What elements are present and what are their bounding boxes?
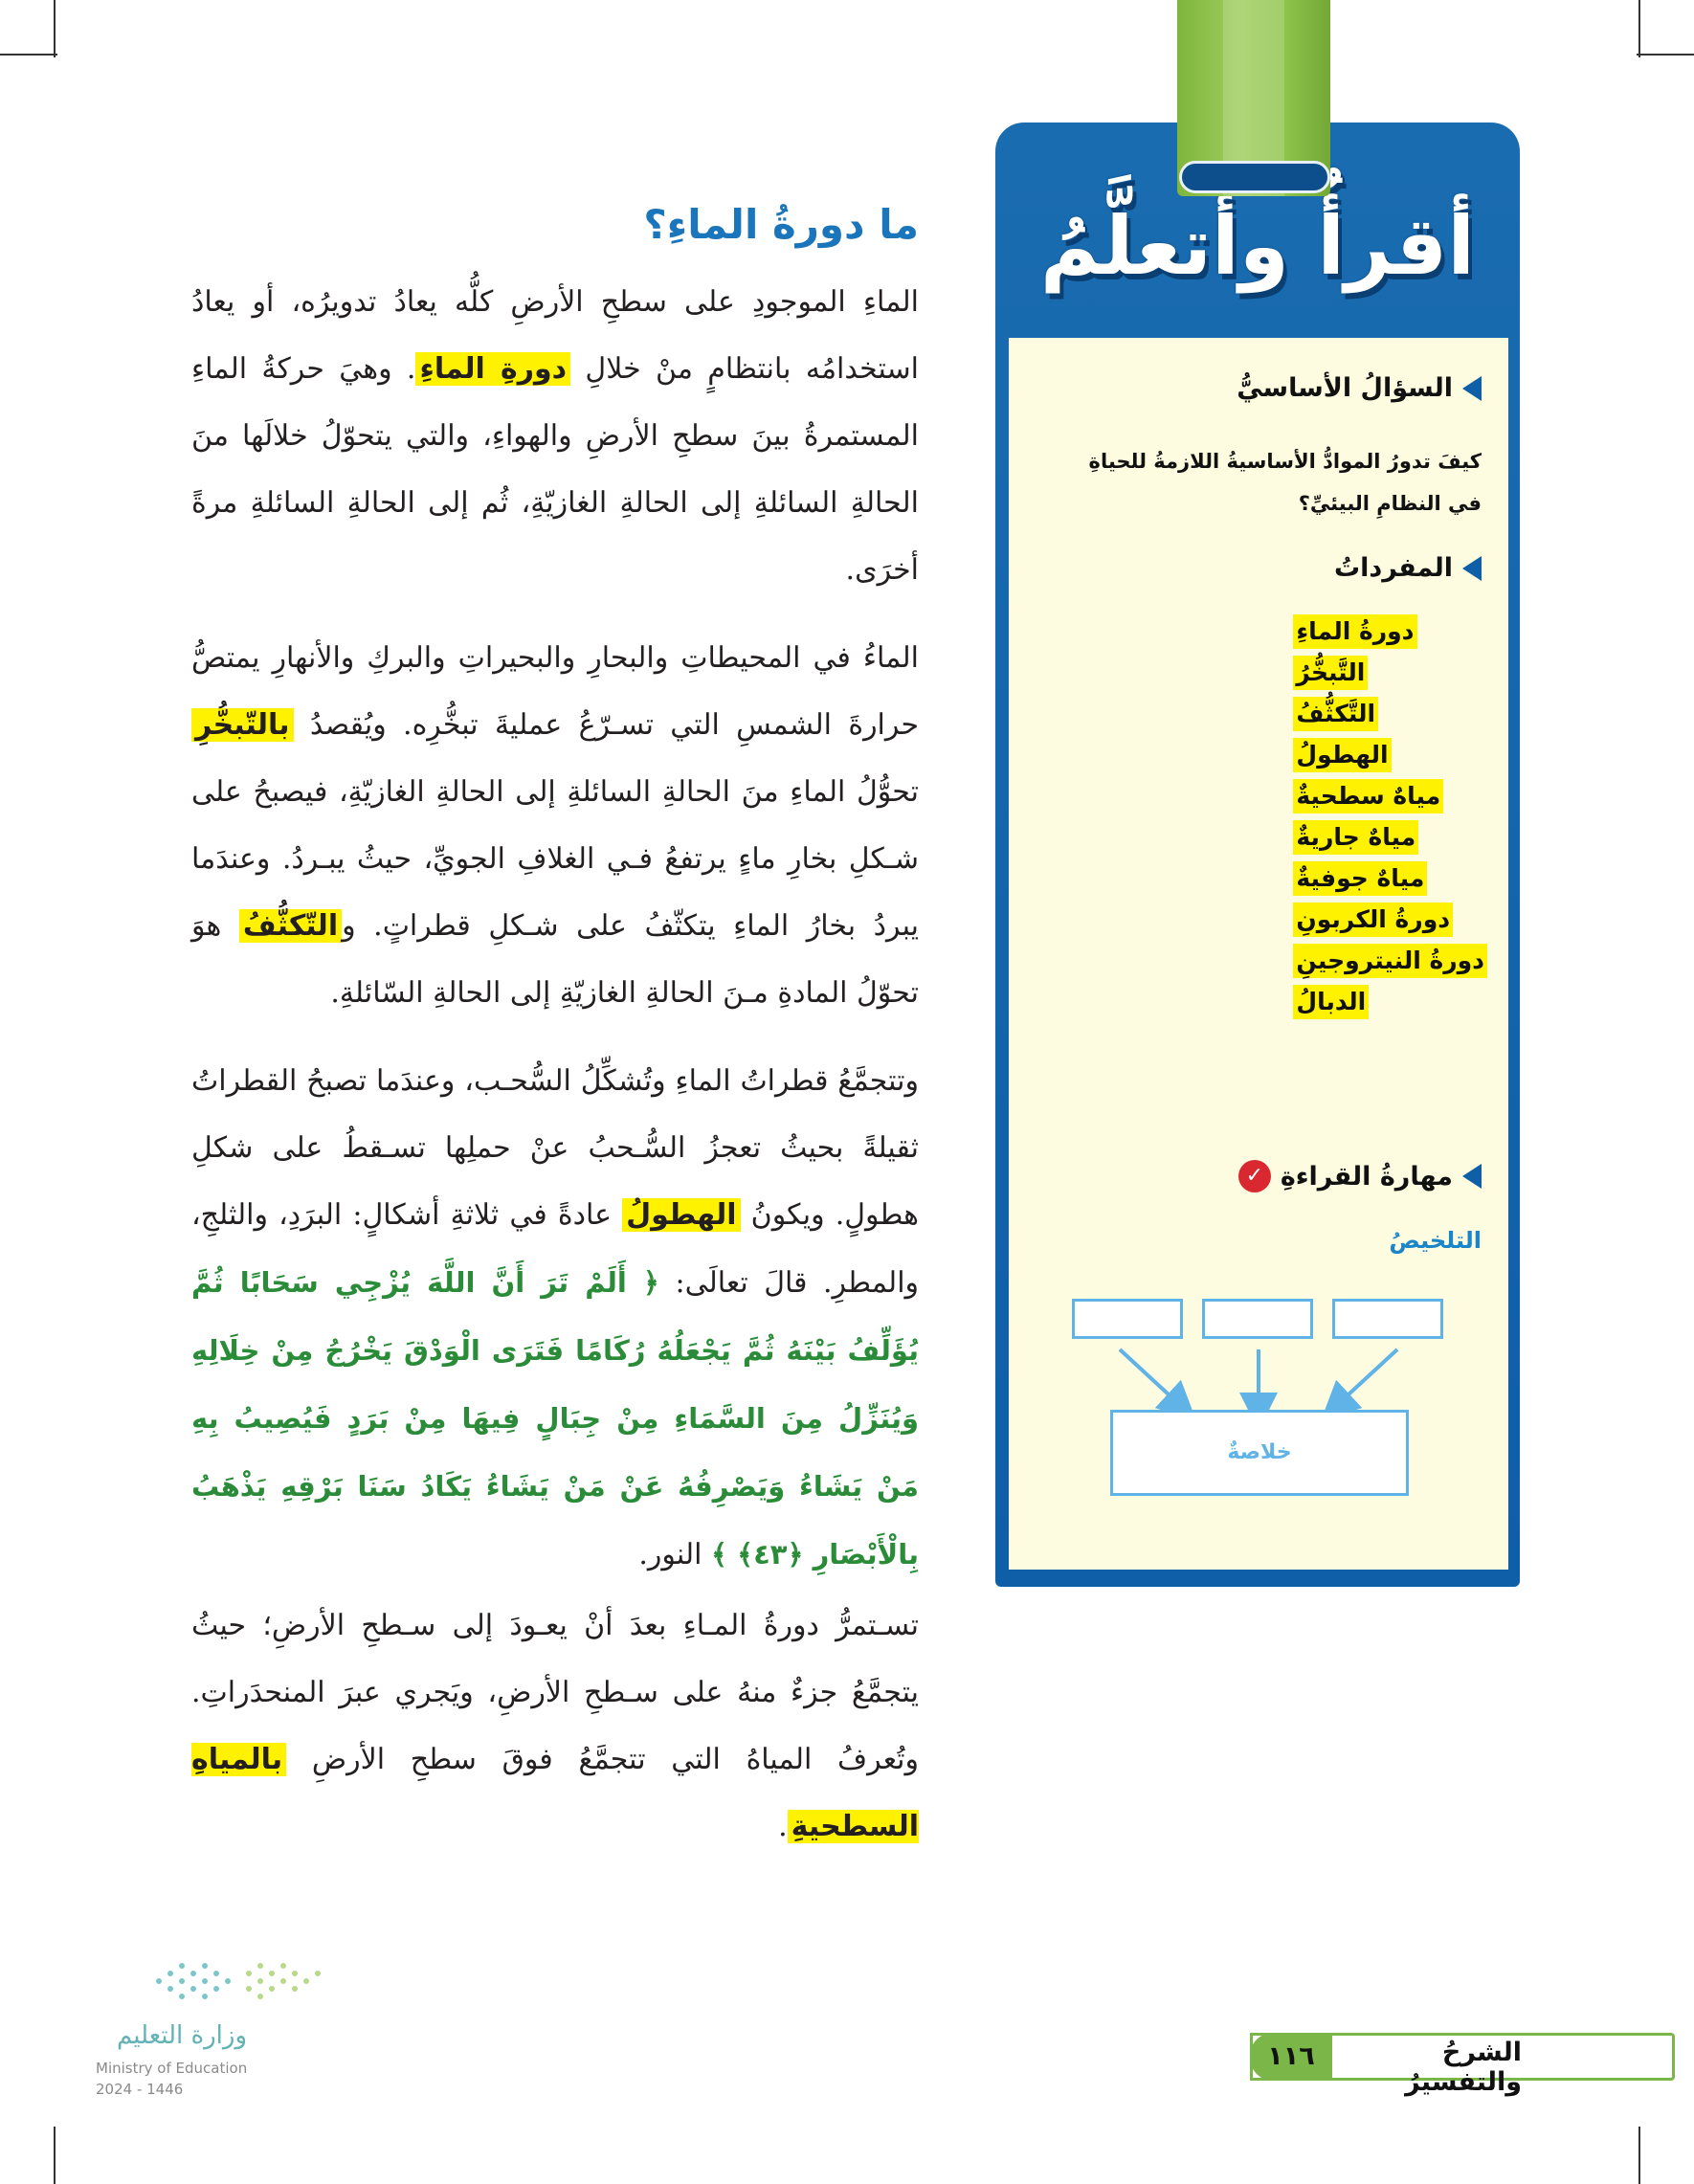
summary-result-box: خلاصةٌ <box>1110 1410 1409 1496</box>
summary-input-box <box>1332 1299 1443 1339</box>
summary-input-box <box>1202 1299 1313 1339</box>
footer-section-title: الشرحُ والتفسيرُ <box>1405 2038 1522 2097</box>
key-term-evaporation: بالتّبخُّرِ <box>191 708 294 742</box>
page-number: ١١٦ <box>1250 2033 1332 2081</box>
crop-mark <box>0 54 57 56</box>
essential-question-text: كيفَ تدورُ الموادُّ الأساسيةُ اللازمةُ للحياةِ في النظامِ البيئيِّ؟ <box>1088 450 1482 515</box>
vocab-item: دورةُ الكربونِ <box>1293 903 1453 937</box>
vocab-item: الهطولُ <box>1293 738 1391 772</box>
crop-mark <box>1638 2127 1640 2184</box>
key-term-surface-water: بالمياهِ السطحيةِ <box>191 1743 919 1843</box>
triangle-bullet-icon <box>1462 376 1482 401</box>
panel-title: أقرأُ وأتعلَّمُ <box>1039 199 1476 293</box>
ministry-name-english: Ministry of Education <box>96 2060 248 2077</box>
triangle-bullet-icon <box>1462 1164 1482 1189</box>
paragraph: وتتجمَّعُ قطراتُ الماءِ وتُشكِّلُ السُّحـب، وعندَما تصبحُ القطراتُ ثقيلةً بحيثُ تعجزُ السُّـحبُ عنْ حملِها تسـقطُ على شكلِ هطولٍ. ويكونُ الهطولُ عادةً في ثلاثةِ أشكالٍ: البرَدِ، والثلجِ، والمطرِ. قالَ تعالَى: ﴿ أَلَمْ تَرَ أَنَّ اللَّهَ يُزْجِي سَحَابًا ثُمَّ يُؤَلِّفُ بَيْنَهُ ثُمَّ يَجْعَلُهُ رُكَامًا فَتَرَى الْوَدْقَ يَخْرُجُ مِنْ خِلَالِهِ وَيُنَزِّلُ مِنَ السَّمَاءِ مِنْ جِبَالٍ فِيهَا مِنْ بَرَدٍ فَيُصِيبُ بِهِ مَنْ يَشَاءُ وَيَصْرِفُهُ عَنْ مَنْ يَشَاءُ يَكَادُ سَنَا بَرْقِهِ يَذْهَبُ بِالْأَبْصَارِ ﴿٤٣﴾ ﴾ النور. <box>191 1064 920 1571</box>
vocab-item: دورةُ النيتروجينِ <box>1293 944 1487 978</box>
paragraph: الماءُ في المحيطاتِ والبحارِ والبحيراتِ والبركِ والأنهارِ يمتصُّ حرارةَ الشمسِ التي تسـرّعُ عمليةَ تبخُّرِه. ويُقصدُ بالتّبخُّرِ تحوُّلُ الماءِ منَ الحالةِ السائلةِ إلى الحالةِ الغازيّةِ، فيصبحُ على شـكلِ بخارِ ماءٍ يرتفعُ فـي الغلافِ الجويِّ، حيثُ يبـردُ. وعندَما يبردُ بخارُ الماءِ يتكثّفُ على شـكلِ قطراتٍ. والتّكثُّفُ هوَ تحوّلُ المادةِ مـنَ الحالةِ الغازيّةِ إلى الحالةِ السّائلةِ. <box>191 641 919 1010</box>
key-term-precipitation: الهطولُ <box>622 1198 740 1232</box>
vocabulary-label: المفرداتُ <box>1334 553 1453 583</box>
main-text-column <box>191 201 919 1861</box>
edition-year: 2024 - 1446 <box>96 2081 184 2098</box>
summary-input-box <box>1072 1299 1183 1339</box>
essential-question-section <box>1237 373 1482 403</box>
key-term-condensation: التّكثُّفُ <box>239 909 342 943</box>
vocabulary-section <box>1334 553 1482 583</box>
checkmark-icon: ✓ <box>1238 1160 1271 1192</box>
vocab-item: مياهٌ سطحيةٌ <box>1293 779 1443 813</box>
section-heading: ما دورةُ الماءِ؟ <box>643 201 919 248</box>
crop-mark <box>1637 54 1694 56</box>
vocabulary-list <box>1293 614 1487 1026</box>
paragraph: الماءِ الموجودِ على سطحِ الأرضِ كلُّه يعادُ تدويرُه، أو يعادُ استخدامُه بانتظامٍ منْ خلالِ دورةِ الماءِ. وهيَ حركةُ الماءِ المستمرةُ بينَ سطحِ الأرضِ والهواءِ، والتي يتحوّلُ خلالَها منَ الحالةِ السائلةِ إلى الحالةِ الغازيّةِ، ثُم إلى الحالةِ السائلةِ مرةً أخرَى. <box>191 285 919 587</box>
triangle-bullet-icon <box>1462 556 1482 581</box>
crop-mark <box>54 2127 56 2184</box>
reading-skill-label: مهارةُ القراءةِ <box>1280 1161 1453 1192</box>
vocab-item: التَّبخُّرُ <box>1293 656 1368 690</box>
reading-skill-section <box>1238 1160 1482 1192</box>
ribbon-slot <box>1179 161 1330 193</box>
paragraph: تسـتمرُّ دورةُ المـاءِ بعدَ أنْ يعـودَ إلى سـطحِ الأرضِ؛ حيثُ يتجمَّعُ جزءٌ منهُ على سـطحِ الأرضِ، ويَجري عبرَ المنحدَراتِ. وتُعرفُ المياهُ التي تتجمَّعُ فوقَ سطحِ الأرضِ بالمياهِ السطحيةِ. <box>191 1609 919 1843</box>
vocab-item: دورةُ الماءِ <box>1293 614 1416 649</box>
crop-mark <box>1638 0 1640 57</box>
vocab-item: مياهٌ جوفيةٌ <box>1293 861 1427 896</box>
vocab-item: التَّكثُّفُ <box>1293 697 1378 731</box>
summary-label: التلخيصُ <box>1389 1227 1482 1254</box>
ministry-dots-icon <box>149 1952 331 2010</box>
ministry-name-arabic: وزارة التعليم <box>116 2021 248 2050</box>
essential-question-label: السؤالُ الأساسيُّ <box>1237 373 1453 403</box>
key-term-water-cycle: دورةِ الماءِ <box>415 352 570 386</box>
vocab-item: مياهٌ جاريةٌ <box>1293 820 1418 855</box>
ministry-logo <box>96 1952 335 2134</box>
crop-mark <box>54 0 56 57</box>
vocab-item: الدبالُ <box>1293 985 1369 1019</box>
summary-section <box>1389 1227 1482 1254</box>
quran-verse: ﴿ أَلَمْ تَرَ أَنَّ اللَّهَ يُزْجِي سَحَابًا ثُمَّ يُؤَلِّفُ بَيْنَهُ ثُمَّ يَجْعَلُهُ رُكَامًا فَتَرَى الْوَدْقَ يَخْرُجُ مِنْ خِلَالِهِ وَيُنَزِّلُ مِنَ السَّمَاءِ مِنْ جِبَالٍ فِيهَا مِنْ بَرَدٍ فَيُصِيبُ بِهِ مَنْ يَشَاءُ وَيَصْرِفُهُ عَنْ مَنْ يَشَاءُ يَكَادُ سَنَا بَرْقِهِ يَذْهَبُ بِالْأَبْصَارِ ﴿٤٣﴾ ﴾ <box>191 1266 919 1571</box>
